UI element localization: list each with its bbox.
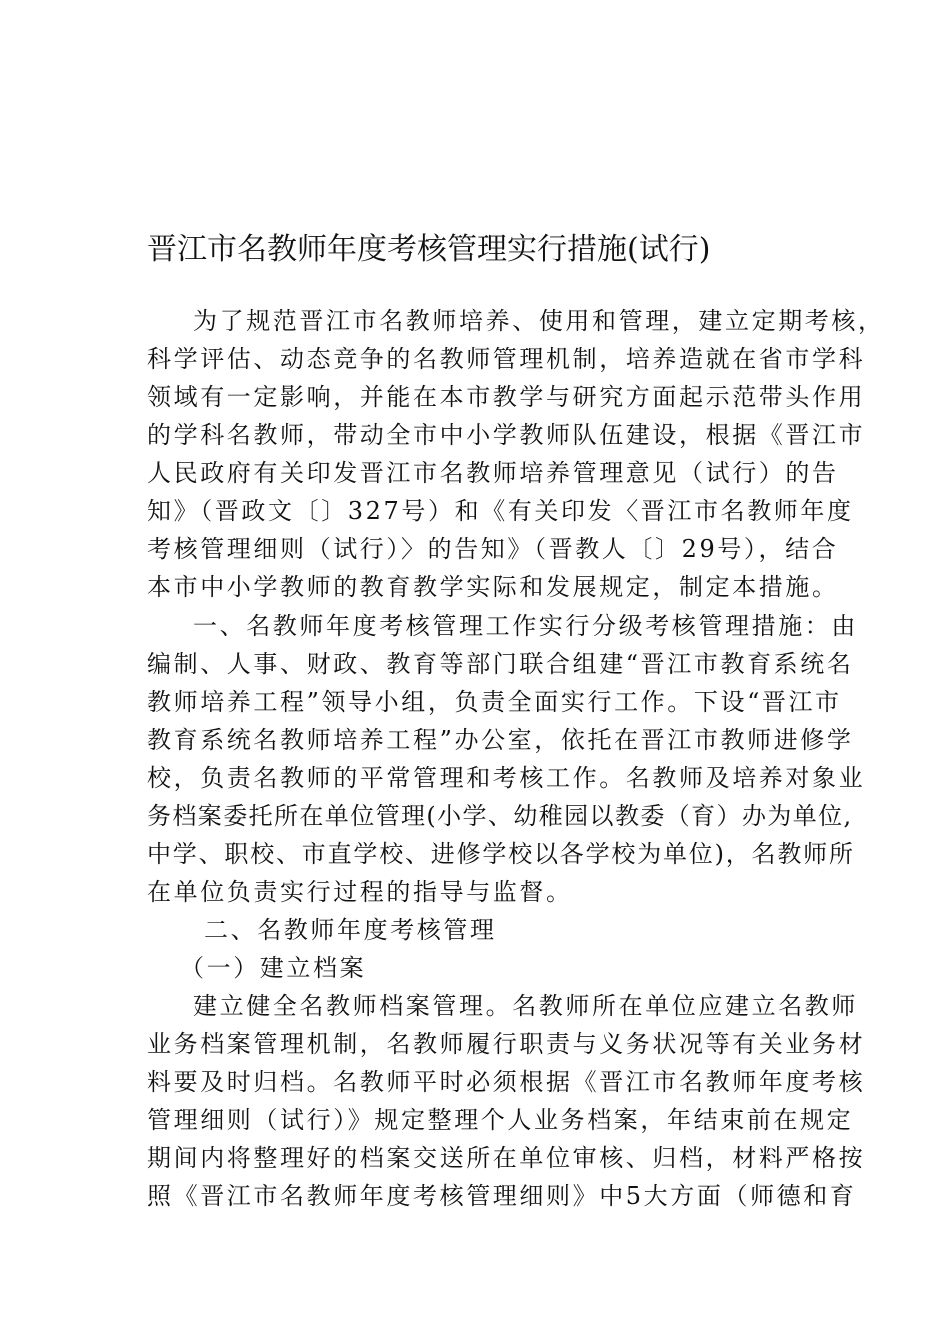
paragraph-line: 校，负责名教师的平常管理和考核工作。名教师及培养对象业: [147, 764, 866, 792]
paragraph-line: 中学、职校、市直学校、进修学校以各学校为单位)，名教师所: [147, 840, 855, 868]
paragraph-line: 编制、人事、财政、教育等部门联合组建“晋江市教育系统名: [147, 650, 854, 678]
paragraph-line: 务档案委托所在单位管理(小学、幼稚园以教委（育）办为单位,: [147, 802, 853, 830]
paragraph-line: 科学评估、动态竞争的名教师管理机制，培养造就在省市学科: [147, 345, 866, 373]
document-title: 晋江市名教师年度考核管理实行措施(试行): [147, 232, 711, 267]
paragraph-line: 管理细则（试行）》规定整理个人业务档案，年结束前在规定: [147, 1106, 854, 1134]
paragraph-line: 本市中小学教师的教育教学实际和发展规定，制定本措施。: [147, 573, 839, 601]
paragraph-line: 为了规范晋江市名教师培养、使用和管理，建立定期考核，: [193, 307, 885, 335]
paragraph-line: 领域有一定影响，并能在本市教学与研究方面起示范带头作用: [147, 383, 866, 411]
subsection-heading: （一）建立档案: [180, 954, 367, 982]
paragraph-line: 人民政府有关印发晋江市名教师培养管理意见（试行）的告: [147, 459, 839, 487]
paragraph-line: 业务档案管理机制，名教师履行职责与义务状况等有关业务材: [147, 1030, 866, 1058]
paragraph-line: 教育系统名教师培养工程”办公室，依托在晋江市教师进修学: [147, 726, 854, 754]
paragraph-line: 考核管理细则（试行）〉的告知》（晋教人〔〕29号），结合: [147, 535, 839, 563]
paragraph-line: 建立健全名教师档案管理。名教师所在单位应建立名教师: [193, 992, 858, 1020]
section-heading: 二、名教师年度考核管理: [204, 916, 497, 944]
paragraph-line: 料要及时归档。名教师平时必须根据《晋江市名教师年度考核: [147, 1068, 866, 1096]
paragraph-line: 照《晋江市名教师年度考核管理细则》中5大方面（师德和育: [147, 1182, 857, 1210]
paragraph-line: 在单位负责实行过程的指导与监督。: [147, 878, 573, 906]
paragraph-line: 的学科名教师，带动全市中小学教师队伍建设，根据《晋江市: [147, 421, 866, 449]
paragraph-line: 期间内将整理好的档案交送所在单位审核、归档，材料严格按: [147, 1144, 866, 1172]
paragraph-line: 知》（晋政文〔〕327号）和《有关印发〈晋江市名教师年度: [147, 497, 854, 525]
paragraph-line: 一、名教师年度考核管理工作实行分级考核管理措施：由: [193, 612, 858, 640]
paragraph-line: 教师培养工程”领导小组，负责全面实行工作。下设“晋江市: [147, 688, 842, 716]
